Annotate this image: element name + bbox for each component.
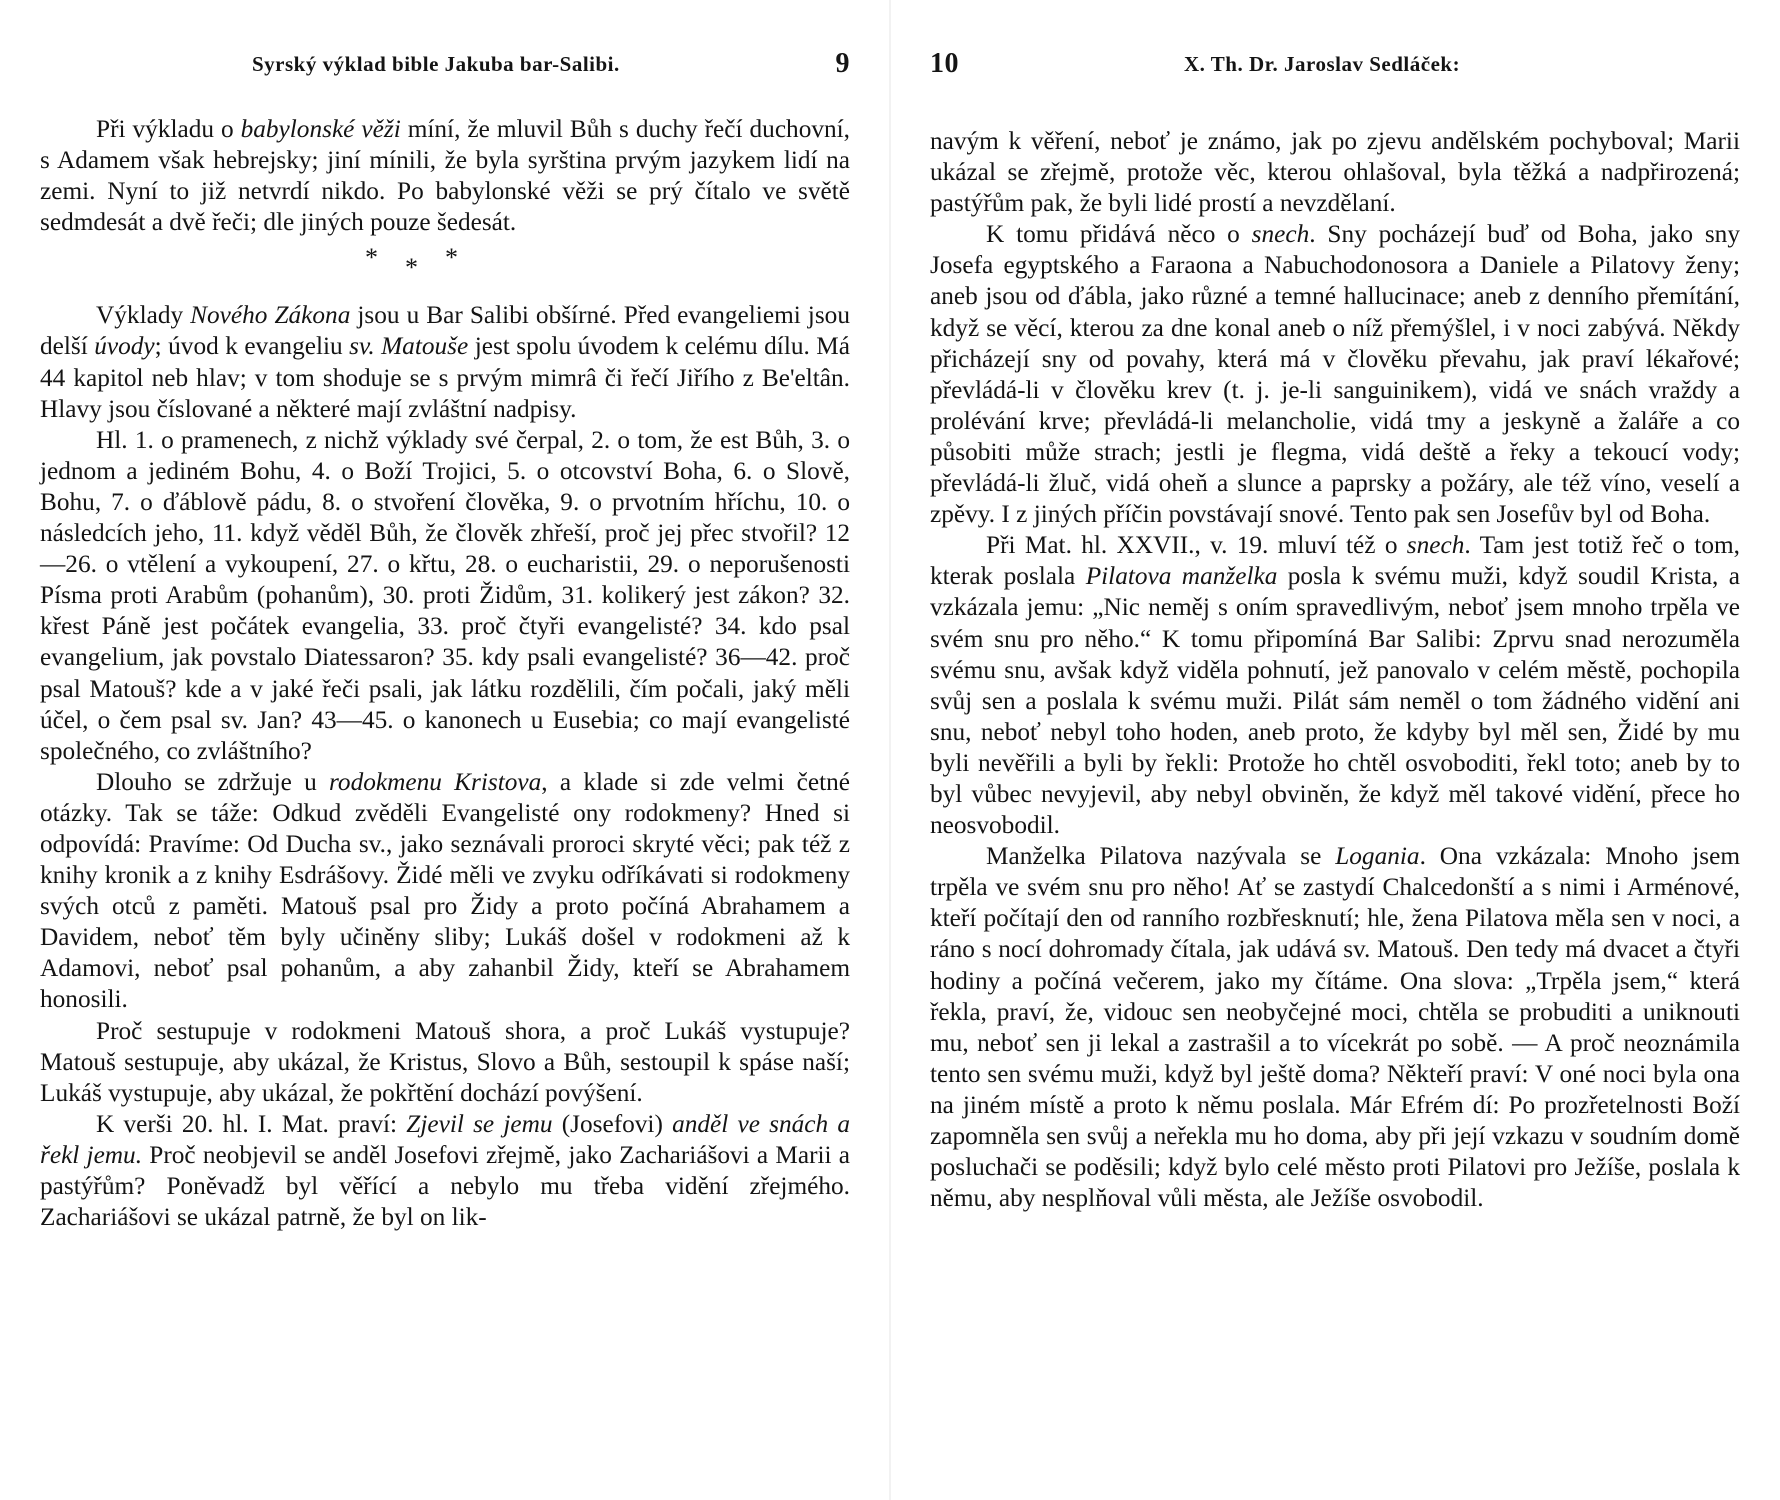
paragraph-genealogy: Dlouho se zdržuje u rodokmenu Kristova, a klade si zde velmi četné otázky. Tak se táže: Odkud zvěděli Evangelisté ony rodokmeny? Hned si odpovídá: Pravíme: Od Ducha sv., jako seznávali proroci skryté věci; pak též z knihy kronik a z knihy Esdrášovy. Židé měli ve zvyku odříkávati si rodokmeny svých otců z paměti. Matouš psal pro Židy a proto počíná Abrahamem a Davidem, neboť těm byly učiněny sliby; Lukáš došel v rodokmeni až k Adamovi, neboť psal pohanům, a aby zahanbil Židy, kteří se Abrahamem honosili. [40, 767, 851, 1014]
paragraph-verse-20: K verši 20. hl. I. Mat. praví: Zjevil se jemu (Josefovi) anděl ve snách a řekl jemu. Proč neobjevil se anděl Josefovi zřejmě, jako Zachariášovi a Marii a pastýřům? Poněvadž byl věřící a nebylo mu třeba vidění zřejmého. Zachariášovi se ukázal patrně, že byl on lik- [40, 1109, 850, 1232]
separator-star: * [405, 253, 418, 283]
separator-star: * [445, 243, 458, 273]
paragraph-dreams: K tomu přidává něco o snech. Sny pocházejí buď od Boha, jako sny Josefa egyptského a Faraona a Nabuchodonosora a Daniele a Pilatovy ženy; aneb jsou od ďábla, jako různé a temné hallucinace; aneb z denního přemítání, když se věcí, kterou za dne konal aneb o níž přemýšlel, i v noci zabývá. Někdy přicházejí sny od povahy, která má v člověku převahu, jak praví lékařové; převládá-li v člověku krev (t. j. je-li sanguinikem), vidá ve snách vraždy a prolévání krve; převládá-li melancholie, vidá tmy a jeskyně a žaláře a co působiti může strach; jestli je flegma, vidá deště a řeky a tekoucí vody; převládá-li žluč, vidá oheň a slunce a paprsky a požáry, ale též víno, veselí a zpěvy. I z jiných příčin povstávají snové. Tento pak sen Josefův byl od Boha. [930, 220, 1740, 529]
section-separator [40, 238, 850, 300]
running-head-author: X. Th. Dr. Jaroslav Sedláček: [1184, 52, 1461, 76]
page-number-right: 10 [930, 48, 959, 79]
running-head-left [40, 48, 850, 92]
paragraph-continuation: navým k věření, neboť je známo, jak po zjevu andělském pochyboval; Marii ukázal se zřejmě, protože věc, kterou ohlašoval, byla těžká a nadpřirozená; pastýřům pak, že byli lidé prostí a nevzdělaní. [930, 127, 1740, 218]
paragraph-logania: Manželka Pilatova nazývala se Logania. Ona vzkázala: Mnoho jsem trpěla ve svém snu pro něho! Ať se zastydí Chalcedonští a s nimi i Arménové, kteří počítají den od ranního rozbřesknutí; hle, žena Pilatova měla sen v noci, a ráno s nocí dohromady čítala, jak udává sv. Matouš. Den tedy má dvacet a čtyři hodiny a počíná večerem, jako my čítáme. Ona slova: „Trpěla jsem,“ která řekla, praví, že, vidouc sen neobyčejné moci, chtěla se probuditi a uniknouti mu, neboť sen ji lekal a zastrašil a to vícekrát po sobě. — A proč neoznámila tento sen svému muži, když byl ještě doma? Někteří praví: V oné noci byla ona na jiném místě a proto k němu poslala. Már Efrém dí: Po prozřetelnosti Boží zapomněla sen svůj a neřekla mu ho doma, aby při její vzkazu v soudním domě posluchači se poděsili; když bylo celé město proti Pilatovi pro Ježíše, poslala k němu, aby nesplňoval vůli města, ale Ježíše osvobodil. [930, 842, 1740, 1213]
paragraph-descent: Proč sestupuje v rodokmeni Matouš shora, a proč Lukáš vystupuje? Matouš sestupuje, aby ukázal, že Kristus, Slovo a Bůh, sestoupil k spáse naší; Lukáš vystupuje, aby ukázal, že pokřtění dochází povýšení. [40, 1016, 850, 1107]
right-page [890, 0, 1780, 1500]
emphasis-babel: babylonské věži [240, 115, 401, 143]
left-page-body [40, 114, 850, 1233]
paragraph-babel: Při výkladu o babylonské věži míní, že mluvil Bůh s duchy řečí duchovní, s Adamem však hebrejsky; jiní mínili, že byla syrština prvým jazykem lidí na zemi. Nyní to již netvrdí nikdo. Po babylonské věži se prý čítalo ve světě sedmdesát a dvě řeči; dle jiných pouze šedesát. [40, 115, 850, 237]
paragraph-chapters: Hl. 1. o pramenech, z nichž výklady své čerpal, 2. o tom, že est Bůh, 3. o jednom a jediném Bohu, 4. o Boží Trojici, 5. o otcovství Boha, 6. o Slově, Bohu, 7. o ďáblově pádu, 8. o stvoření člověka, 9. o prvotním hříchu, 10. o následcích jeho, 11. když věděl Bůh, že člověk zhřeší, proč jej přec stvořil? 12—26. o vtělení a vykoupení, 27. o křtu, 28. o eucharistii, 29. o neporušenosti Písma proti Arabům (pohanům), 30. proti Židům, 31. kolikerý jest zákon? 32. křest Páně jest počátek evangelia, 33. proč čtyři evangelisté? 34. kdo psal evangelium, jak povstalo Diatessaron? 35. kdy psali evangelisté? 36—42. proč psal Matouš? kde a v jaké řeči psali, jak látku rozdělili, čím počali, jaký měli účel, o čem psal sv. Jan? 43—45. o kanonech u Eusebia; co mají evangelisté společného, co zvláštního? [40, 425, 850, 765]
running-head-right [930, 48, 1740, 92]
paragraph-pilate-wife: Při Mat. hl. XXVII., v. 19. mluví též o snech. Tam jest totiž řeč o tom, kterak poslala Pilatova manželka posla k svému muži, když soudil Krista, a vzkázala jemu: „Nic neměj s oním spravedlivým, neboť jsem mnoho trpěla ve svém snu pro něho.“ K tomu připomíná Bar Salibi: Zprvu snad nerozuměla svému snu, avšak když viděla pohnutí, jež panovalo v celém městě, pochopila svůj sen a poslala k svému muži. Pilát sám neměl o tom žádného vidění ani snu, neboť nebyl toho hoden, aneb proto, že kdyby byl měl sen, Židé by mu byli nevěřili a byli by řekli: Protože ho chtěl osvoboditi, řekl toto; aneb by to byl vůbec nevyjevil, aby nebyl obviněn, že když měl takové vidění, přece ho neosvobodil. [930, 531, 1741, 840]
running-head-title: Syrský výklad bible Jakuba bar-Salibi. [252, 52, 620, 76]
paragraph-new-testament: Výklady Nového Zákona jsou u Bar Salibi obšírné. Před evangeliemi jsou delší úvody; úvod k evangeliu sv. Matouše jest spolu úvodem k celému dílu. Má 44 kapitol neb hlav; v tom shoduje se s prvým mimrâ či řečí Jiřího z Be'eltân. Hlavy jsou číslované a některé mají zvláštní nadpisy. [40, 301, 851, 423]
separator-star: * [365, 243, 378, 273]
right-page-body [930, 126, 1740, 1214]
page-number-left: 9 [835, 48, 850, 79]
